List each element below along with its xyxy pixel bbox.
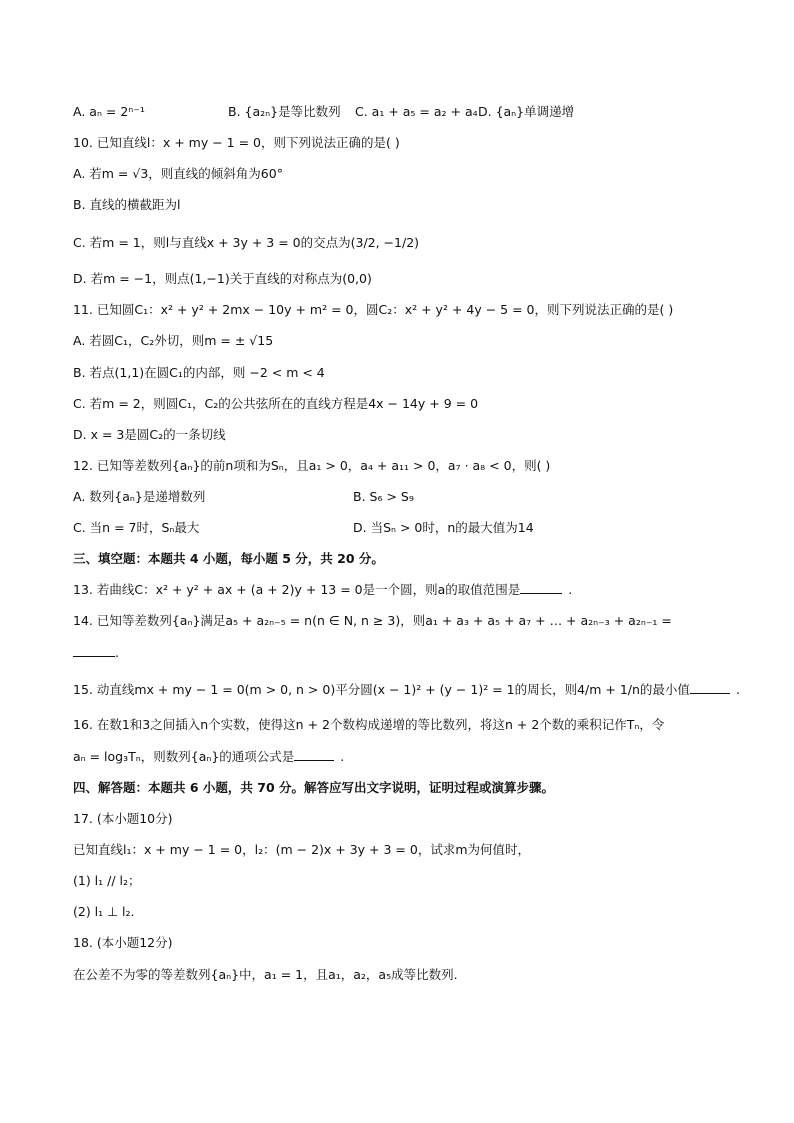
- q14-answer-blank: [73, 644, 115, 657]
- q11-option-a: A. 若圆C₁，C₂外切，则m = ± √15: [73, 333, 274, 348]
- q12-row1: [73, 488, 205, 506]
- q9-option-d: D. {aₙ}单调递增: [478, 104, 575, 119]
- q10-option-d: D. 若m = −1，则点(1,−1)关于直线的对称点为(0,0): [73, 271, 372, 286]
- q12-stem: 12. 已知等差数列{aₙ}的前n项和为Sₙ，且a₁ > 0，a₄ + a₁₁ > 0，a₇ · a₈ < 0，则( ): [73, 458, 551, 473]
- q13-answer-blank: [520, 581, 562, 594]
- q11-option-b: B. 若点(1,1)在圆C₁的内部，则 −2 < m < 4: [73, 365, 325, 380]
- q18-stem: 在公差不为零的等差数列{aₙ}中，a₁ = 1，且a₁，a₂，a₅成等比数列.: [73, 967, 458, 982]
- q15-line: [73, 681, 740, 699]
- q10-option-c: C. 若m = 1，则l与直线x + 3y + 3 = 0的交点为(3/2, −1/2): [73, 235, 420, 250]
- q17-stem: 已知直线l₁：x + my − 1 = 0，l₂：(m − 2)x + 3y + 3 = 0，试求m为何值时，: [73, 842, 531, 857]
- q13-end: .: [568, 582, 573, 597]
- q17-heading: 17. (本小题10分): [73, 811, 173, 826]
- q11-option-d: D. x = 3是圆C₂的一条切线: [73, 427, 226, 442]
- q10-option-b: B. 直线的横截距为l: [73, 197, 181, 212]
- q12-option-a: A. 数列{aₙ}是递增数列: [73, 489, 206, 504]
- q10-stem: 10. 已知直线l：x + my − 1 = 0，则下列说法正确的是( ): [73, 135, 400, 150]
- q16-line1: 16. 在数1和3之间插入n个实数，使得这n + 2个数构成递增的等比数列，将这n + 2个数的乘积记作Tₙ，令: [73, 717, 665, 732]
- q13-text: 13. 若曲线C：x² + y² + ax + (a + 2)y + 13 = 0是一个圆，则a的取值范围是: [73, 582, 521, 597]
- q16-answer-blank: [294, 748, 334, 761]
- q16-line2: [73, 748, 344, 766]
- q15-end: .: [735, 682, 740, 697]
- q9-option-b: B. {a₂ₙ}是等比数列: [228, 104, 341, 119]
- q15-text: 15. 动直线mx + my − 1 = 0(m > 0, n > 0)平分圆(x − 1)² + (y − 1)² = 1的周长，则4/m + 1/n的最小值: [73, 682, 690, 697]
- section-3-heading: 三、填空题：本题共 4 小题，每小题 5 分，共 20 分。: [73, 551, 384, 566]
- q17-part-2: (2) l₁ ⊥ l₂.: [73, 904, 135, 919]
- q10-option-a: A. 若m = √3，则直线的倾斜角为60°: [73, 166, 283, 181]
- q12-option-c: C. 当n = 7时，Sₙ最大: [73, 520, 200, 535]
- q17-part-1: (1) l₁ // l₂；: [73, 873, 141, 888]
- q18-heading: 18. (本小题12分): [73, 935, 173, 950]
- q15-answer-blank: [690, 681, 730, 694]
- q14-text: 14. 已知等差数列{aₙ}满足a₅ + a₂ₙ₋₅ = n(n ∈ N, n ≥ 3)，则a₁ + a₃ + a₅ + a₇ + … + a₂ₙ₋₃ + a₂ₙ₋₁ =: [73, 613, 672, 628]
- q12-option-d: D. 当Sₙ > 0时，n的最大值为14: [353, 520, 534, 535]
- q9-options-row: [73, 103, 575, 121]
- q11-option-c: C. 若m = 2，则圆C₁，C₂的公共弦所在的直线方程是4x − 14y + 9 = 0: [73, 396, 479, 411]
- q12-option-b: B. S₆ > S₉: [353, 489, 414, 504]
- q16-text: aₙ = log₃Tₙ，则数列{aₙ}的通项公式是: [73, 749, 295, 764]
- q14-answer-line: [73, 644, 119, 662]
- q9-option-a: A. aₙ = 2ⁿ⁻¹: [73, 104, 145, 119]
- q16-end: .: [340, 749, 345, 764]
- q14-end: .: [115, 645, 119, 660]
- q11-stem: 11. 已知圆C₁：x² + y² + 2mx − 10y + m² = 0，圆C₂：x² + y² + 4y − 5 = 0，则下列说法正确的是( ): [73, 302, 674, 317]
- section-4-heading: 四、解答题：本题共 6 小题，共 70 分。解答应写出文字说明，证明过程或演算步骤。: [73, 780, 555, 795]
- q9-option-c: C. a₁ + a₅ = a₂ + a₄: [355, 104, 478, 119]
- q13-line: [73, 581, 572, 599]
